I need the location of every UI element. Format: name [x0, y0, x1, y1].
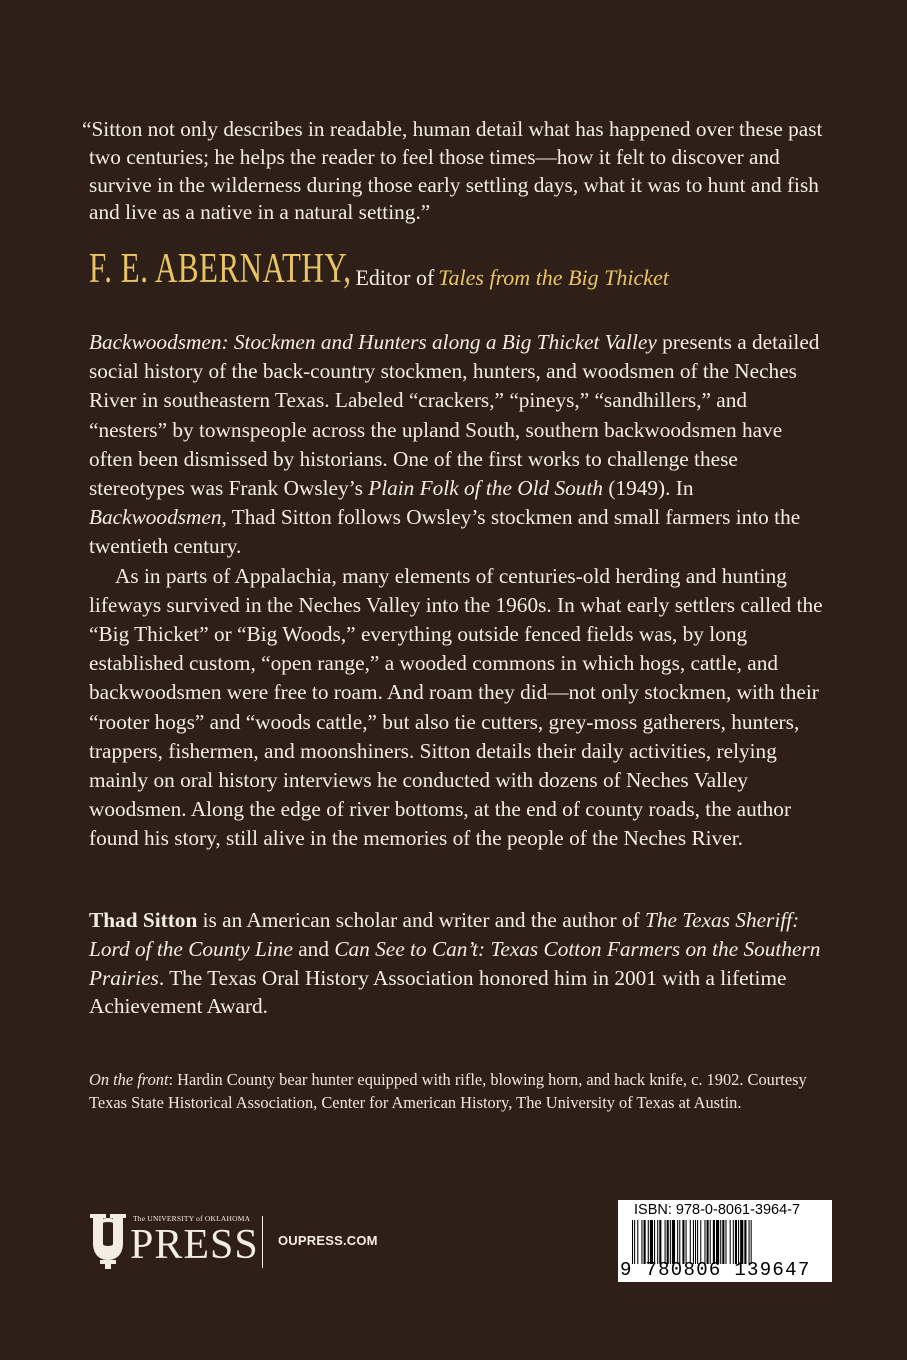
barcode-bar — [657, 1220, 658, 1264]
description-paragraph-2: As in parts of Appalachia, many elements of centuries-old herding and hunting lifeways survived in the Neches Valley into the 1960s. In what early settlers called the “Big Thicket” or “Big Woods,” everything outside fenced fields was, by long established custom, “open range,” a wooded commons in which hogs, cattle, and backwoodsmen were free to roam. And roam they did—not only stockmen, with their “rooter hogs” and “woods cattle,” but also tie cutters, grey-moss gatherers, hunters, trappers, fishermen, and moonshiners. Sitton details their daily activities, relying mainly on oral history interviews he conducted with dozens of Neches Valley woodsmen. Along the edge of river bottoms, at the end of county roads, the author found his story, still alive in the memories of the people of the Neches River. — [89, 563, 823, 851]
cited-book-title: Plain Folk of the Old South — [368, 476, 604, 501]
logo-university-name: The UNIVERSITY of OKLAHOMA — [133, 1214, 251, 1223]
barcode-bar — [713, 1220, 715, 1264]
barcode-bar — [672, 1220, 675, 1264]
barcode-bar — [693, 1220, 694, 1264]
description-text: (1949). In — [603, 476, 694, 501]
barcode-bar — [659, 1220, 661, 1264]
isbn-barcode — [618, 1200, 832, 1282]
publisher-logo — [86, 1212, 386, 1272]
barcode-bar — [704, 1220, 705, 1264]
barcode-bar — [667, 1220, 669, 1264]
barcode-bar — [735, 1220, 737, 1264]
endorser-role: Editor of — [355, 265, 435, 290]
barcode-bar — [697, 1220, 698, 1264]
barcode-bar — [716, 1220, 719, 1264]
description-text: , Thad Sitton follows Owsley’s stockmen and small farmers into the twentieth century. — [89, 505, 801, 559]
barcode-bars — [632, 1220, 822, 1264]
book-title-short: Backwoodsmen — [89, 505, 222, 530]
barcode-bar — [654, 1220, 655, 1264]
barcode-bar — [650, 1220, 653, 1264]
book-title: Backwoodsmen: Stockmen and Hunters along a Big Thicket Valley — [89, 330, 657, 354]
author-bio — [89, 906, 829, 1021]
ou-monogram-icon — [86, 1212, 130, 1270]
barcode-bar — [733, 1220, 734, 1264]
barcode-bar — [648, 1220, 649, 1264]
barcode-bar — [740, 1220, 743, 1264]
description-text: presents a detailed social history of the back-country stockmen, hunters, and woodsmen of the Neches River in southeastern Texas. Labeled “crackers,” “pineys,” “sandhillers,” and “nesters” by townspeople across the upland South, southern backwoodsmen have often been dismissed by historians. One of the first works to challenge these stereotypes was Frank Owsley’s — [89, 330, 820, 501]
publisher-website[interactable]: OUPRESS.COM — [278, 1233, 378, 1248]
barcode-bar — [710, 1220, 711, 1264]
barcode-bar — [690, 1220, 691, 1264]
barcode-bar — [665, 1220, 666, 1264]
caption-text: : Hardin County bear hunter equipped with rifle, blowing horn, and hack knife, c. 1902. Courtesy Texas State Historical Association, Center for American History, The University of Texas at Austin. — [89, 1070, 807, 1112]
barcode-bar — [744, 1220, 746, 1264]
barcode-bar — [751, 1220, 752, 1264]
barcode-bar — [730, 1220, 731, 1264]
barcode-bar — [686, 1220, 687, 1264]
barcode-bar — [722, 1220, 724, 1264]
caption-label: On the front — [89, 1070, 169, 1089]
barcode-bar — [644, 1220, 646, 1264]
author-book-title: Can See to Can’t: Texas Cotton Farmers on the Southern Prairies — [89, 936, 821, 990]
barcode-bar — [725, 1220, 726, 1264]
barcode-bar — [632, 1220, 633, 1264]
description-paragraph-1 — [89, 328, 829, 562]
barcode-bar — [738, 1220, 739, 1264]
barcode-digits: 9 780806 139647 — [620, 1259, 811, 1281]
author-book-title: The Texas Sheriff: Lord of the County Line — [89, 908, 800, 961]
bio-text: and — [292, 936, 335, 961]
barcode-bar — [749, 1220, 750, 1264]
endorsement-attribution — [89, 244, 829, 293]
barcode-bar — [670, 1220, 671, 1264]
barcode-bar — [682, 1220, 684, 1264]
endorsement-quote: “Sitton not only describes in readable, human detail what has happened over these past two centuries; he helps the reader to feel those times—how it felt to discover and survive in the wilderness during those early settling days, what it was to hunt and fish and live as a native in a natural setting.” — [82, 117, 823, 225]
barcode-bar — [700, 1220, 701, 1264]
barcode-bar — [720, 1220, 721, 1264]
barcode-bar — [641, 1220, 642, 1264]
barcode-bar — [634, 1220, 635, 1264]
endorser-name: F. E. ABERNATHY, — [89, 244, 352, 292]
endorser-book-title: Tales from the Big Thicket — [438, 265, 669, 290]
logo-divider — [262, 1216, 263, 1268]
logo-press-wordmark: PRESS — [130, 1222, 259, 1268]
cover-photo-caption — [89, 1068, 829, 1114]
isbn-label: ISBN: 978-0-8061-3964-7 — [634, 1202, 801, 1218]
bio-text: . The Texas Oral History Association honored him in 2001 with a lifetime Achievement Award. — [89, 965, 787, 1019]
barcode-bar — [637, 1220, 638, 1264]
bio-text: is an American scholar and writer and the author of — [197, 908, 645, 932]
barcode-bar — [679, 1220, 680, 1264]
author-name: Thad Sitton — [89, 908, 198, 932]
barcode-bar — [695, 1220, 696, 1264]
barcode-bar — [707, 1220, 709, 1264]
barcode-bar — [677, 1220, 678, 1264]
book-description — [89, 328, 829, 854]
